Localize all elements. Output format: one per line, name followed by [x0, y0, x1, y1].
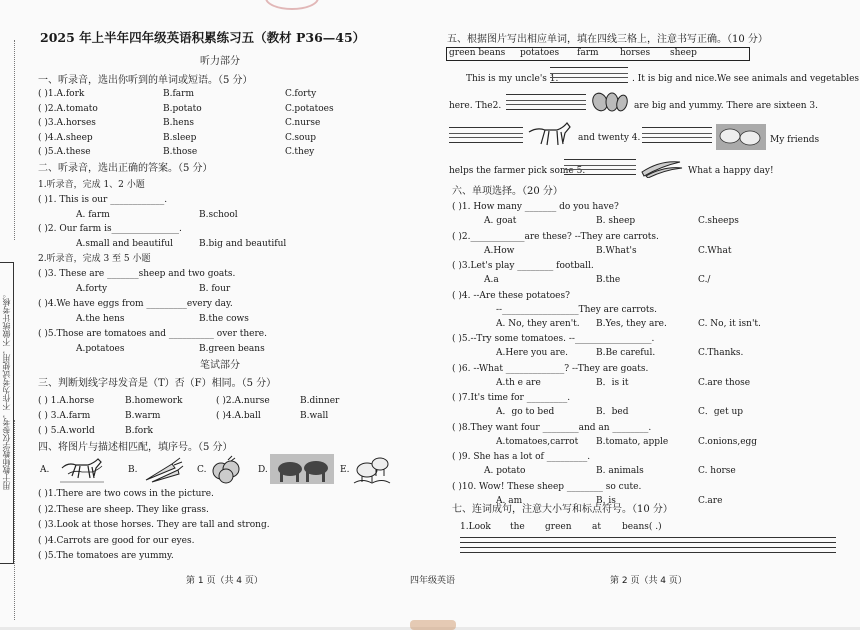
- s6-option-c: C.are: [698, 495, 723, 506]
- pic-label-d: D.: [258, 465, 268, 475]
- s2-question: ( )2. Our farm is_______________.: [38, 224, 182, 234]
- s3-cell: B.wall: [300, 411, 329, 421]
- passage-line-2a: here. The2.: [449, 101, 502, 111]
- passage-line-4b: What a happy day!: [688, 166, 774, 176]
- s6-question: ( )6. --What _____________? --They are goats.: [452, 363, 649, 374]
- s2-question: ( )1. This is our ____________.: [38, 195, 168, 205]
- green-beans-picture: [640, 154, 684, 178]
- section-1-title: 一、听录音，选出你听到的单词或短语。（5 分）: [38, 75, 253, 86]
- section-2-sub1: 1.听录音，完成 1、2 小题: [38, 180, 145, 190]
- s2-option-b: B.big and beautiful: [199, 239, 287, 249]
- carrots-picture: [142, 456, 184, 484]
- s3-cell: ( ) 3.A.farm: [38, 411, 91, 421]
- s6-option-c: C.are those: [698, 377, 751, 388]
- footer-left: 第 1 页（共 4 页）: [186, 576, 263, 586]
- s6-option-c: C．get up: [698, 407, 744, 417]
- passage-line-3b: My friends: [770, 135, 820, 145]
- footer-right: 第 2 页（共 4 页）: [610, 576, 687, 586]
- s3-cell: B.warm: [125, 411, 161, 421]
- s1-option-b: B.farm: [163, 89, 195, 99]
- s3-cell: B.fork: [125, 426, 153, 436]
- s6-option-a: A.tomatoes,carrot: [496, 436, 579, 447]
- word-bank-4: horses: [620, 48, 651, 58]
- s6-question: ( )10. Wow! These sheep ________ so cute.: [452, 481, 642, 492]
- s2-question: ( )5.Those are tomatoes and __________ over there.: [38, 329, 267, 339]
- s2-option-a: A.the hens: [76, 314, 125, 324]
- s4-statement: ( )1.There are two cows in the picture.: [38, 489, 214, 499]
- section-4-title: 四、将图片与描述相匹配，填序号。（5 分）: [38, 442, 233, 453]
- s6-option-b: B.Yes, they are.: [596, 318, 667, 329]
- word-bank-2: potatoes: [520, 48, 560, 58]
- s3-cell: ( )2.A.nurse: [216, 396, 270, 406]
- passage-line-1a: This is my uncle's 1.: [466, 74, 559, 84]
- s7-word-2: the: [510, 522, 525, 532]
- s1-option-c: C.nurse: [285, 118, 321, 129]
- sheep-picture: [352, 450, 392, 486]
- s1-option-c: C.potatoes: [285, 103, 334, 114]
- s1-question: ( )5.A.these: [38, 147, 91, 158]
- answer-line[interactable]: [460, 537, 836, 538]
- s1-question: ( )3.A.horses: [38, 118, 96, 129]
- s6-option-c: C.sheeps: [698, 216, 739, 226]
- s6-option-a: A. am: [496, 495, 523, 506]
- s6-option-a: A.a: [484, 275, 499, 285]
- s6-option-c: C./: [698, 275, 711, 285]
- answer-line[interactable]: [460, 542, 836, 543]
- s1-question: ( )4.A.sheep: [38, 132, 93, 143]
- answer-line[interactable]: [460, 547, 836, 548]
- answer-line[interactable]: [460, 552, 836, 553]
- s6-option-a: A. goat: [484, 216, 517, 226]
- s6-option-c: C.What: [698, 245, 732, 256]
- s6-question: ( )8.They want four ________and an ________.: [452, 422, 652, 433]
- side-note: 用于教师教学仅参考，不作为考试使用，不做统计考核。: [2, 290, 11, 490]
- four-line-blank-5[interactable]: [564, 159, 636, 175]
- four-line-blank-3[interactable]: [449, 127, 523, 143]
- s6-option-c: C.onions,egg: [698, 436, 758, 447]
- red-stamp-mark: [265, 0, 319, 10]
- s3-cell: ( ) 5.A.world: [38, 426, 95, 436]
- s2-option-b: B.the cows: [199, 314, 249, 324]
- s6-question: ( )2.____________are these? --They are carrots.: [452, 231, 659, 242]
- s2-question: ( )3. These are _______sheep and two goats.: [38, 269, 236, 279]
- word-bank-3: farm: [577, 48, 599, 58]
- s1-question: ( )2.A.tomato: [38, 103, 98, 114]
- s6-option-b: B.the: [596, 275, 621, 285]
- passage-line-3a: and twenty 4.: [578, 133, 641, 143]
- four-line-blank-2[interactable]: [506, 94, 586, 110]
- s6-option-a: A.How: [484, 245, 515, 256]
- listening-heading: 听力部分: [200, 56, 240, 67]
- s1-option-c: C.soup: [285, 132, 317, 143]
- s6-question: ( )5.--Try some tomatoes. --_________________.: [452, 334, 655, 344]
- section-5-title: 五、根据图片写出相应单词，填在四线三格上，注意书写正确。（10 分）: [447, 34, 768, 45]
- tape-mark: [410, 620, 456, 630]
- four-line-blank-1[interactable]: [550, 67, 628, 83]
- s1-option-b: B.sleep: [163, 132, 197, 143]
- pic-label-c: C.: [197, 465, 207, 475]
- section-3-title: 三、判断划线字母发音是（T）否（F）相同。（5 分）: [38, 378, 277, 389]
- s6-question: ( )9. She has a lot of _________.: [452, 452, 591, 462]
- s6-option-b: B.tomato, apple: [596, 436, 669, 447]
- section-2-title: 二、听录音，选出正确的答案。（5 分）: [38, 163, 213, 174]
- s3-cell: B.homework: [125, 396, 183, 406]
- writing-heading: 笔试部分: [200, 360, 240, 371]
- s6-option-a: A.th e are: [496, 377, 541, 388]
- s4-statement: ( )5.The tomatoes are yummy.: [38, 551, 174, 561]
- s1-option-c: C.forty: [285, 89, 317, 99]
- s6-option-c: C.Thanks.: [698, 348, 744, 358]
- s2-option-b: B.school: [199, 210, 238, 220]
- exam-title: 2025 年上半年四年级英语积累练习五（教材 P36—45）: [40, 30, 366, 45]
- s6-option-b: B．bed: [596, 407, 629, 417]
- s1-option-c: C.they: [285, 147, 315, 158]
- s2-option-b: B. four: [199, 284, 231, 294]
- s4-statement: ( )3.Look at those horses. They are tall and strong.: [38, 520, 270, 530]
- s6-option-b: B. sheep: [596, 216, 636, 226]
- s4-statement: ( )2.These are sheep. They like grass.: [38, 504, 209, 515]
- s1-question: ( )1.A.fork: [38, 89, 85, 99]
- section-2-sub2: 2.听录音，完成 3 至 5 小题: [38, 254, 151, 264]
- word-bank-5: sheep: [670, 48, 697, 58]
- pic-label-e: E.: [340, 465, 350, 475]
- s6-option-b: B．is it: [596, 377, 629, 388]
- s3-cell: ( ) 1.A.horse: [38, 396, 95, 406]
- four-line-blank-4[interactable]: [642, 127, 712, 143]
- s7-word-4: at: [592, 522, 601, 532]
- s3-cell: ( )4.A.ball: [216, 411, 261, 421]
- sheep-picture-2: [716, 124, 766, 150]
- s2-option-a: A.forty: [76, 284, 108, 294]
- section-6-title: 六、单项选择。（20 分）: [452, 186, 563, 197]
- pic-label-a: A.: [40, 465, 50, 475]
- footer-mid: 四年级英语: [410, 576, 456, 586]
- s6-option-b: B. animals: [596, 466, 644, 476]
- potatoes-picture: [590, 90, 628, 114]
- word-bank-1: green beans: [449, 48, 506, 58]
- s6-option-a: A. No, they aren't.: [496, 318, 580, 329]
- s2-option-b: B.green beans: [199, 344, 265, 354]
- s2-option-a: A. farm: [76, 210, 110, 220]
- section-7-title: 七、连词成句，注意大小写和标点符号。（10 分）: [452, 504, 673, 515]
- s6-question: ( )3.Let's play ________ football.: [452, 261, 594, 271]
- s6-option-a: A. potato: [484, 466, 526, 476]
- passage-line-4a: helps the farmer pick some 5.: [449, 166, 586, 176]
- s1-option-b: B.hens: [163, 118, 195, 129]
- binding-dotted-line: [14, 420, 15, 620]
- s6-option-a: A.Here you are.: [496, 348, 569, 358]
- s6-option-b: B.What's: [596, 245, 637, 256]
- binding-dotted-line: [14, 40, 15, 240]
- s6-option-c: C. No, it isn't.: [698, 318, 761, 329]
- s7-word-1: 1.Look: [460, 522, 491, 532]
- s7-word-5: beans( .): [622, 522, 662, 532]
- s6-question-line2: --_________________They are carrots.: [496, 304, 658, 315]
- s6-question: ( )7.It's time for _________.: [452, 393, 571, 403]
- s1-option-b: B.potato: [163, 103, 202, 114]
- tomatoes-picture: [210, 454, 242, 484]
- s4-statement: ( )4.Carrots are good for our eyes.: [38, 535, 195, 546]
- s6-option-c: C. horse: [698, 466, 736, 476]
- passage-line-2b: are big and yummy. There are sixteen 3.: [634, 101, 819, 111]
- s2-question: ( )4.We have eggs from _________every day.: [38, 299, 233, 309]
- s1-option-b: B.those: [163, 147, 198, 158]
- s2-option-a: A.small and beautiful: [76, 239, 174, 249]
- s6-option-a: A．go to bed: [496, 407, 555, 417]
- s3-cell: B.dinner: [300, 396, 340, 406]
- s6-option-b: B. is: [596, 495, 616, 506]
- s6-question: ( )1. How many _______ do you have?: [452, 202, 619, 212]
- s2-option-a: A.potatoes: [76, 344, 125, 354]
- s7-word-3: green: [545, 522, 572, 532]
- horse-picture-2: [525, 120, 573, 150]
- passage-line-1b: . It is big and nice.We see animals and vegetables: [632, 74, 860, 84]
- s6-option-b: B.Be careful.: [596, 348, 656, 358]
- horses-picture: [58, 454, 106, 486]
- s6-question: ( )4. --Are these potatoes?: [452, 290, 570, 301]
- pic-label-b: B.: [128, 465, 138, 475]
- cows-picture: [270, 454, 334, 484]
